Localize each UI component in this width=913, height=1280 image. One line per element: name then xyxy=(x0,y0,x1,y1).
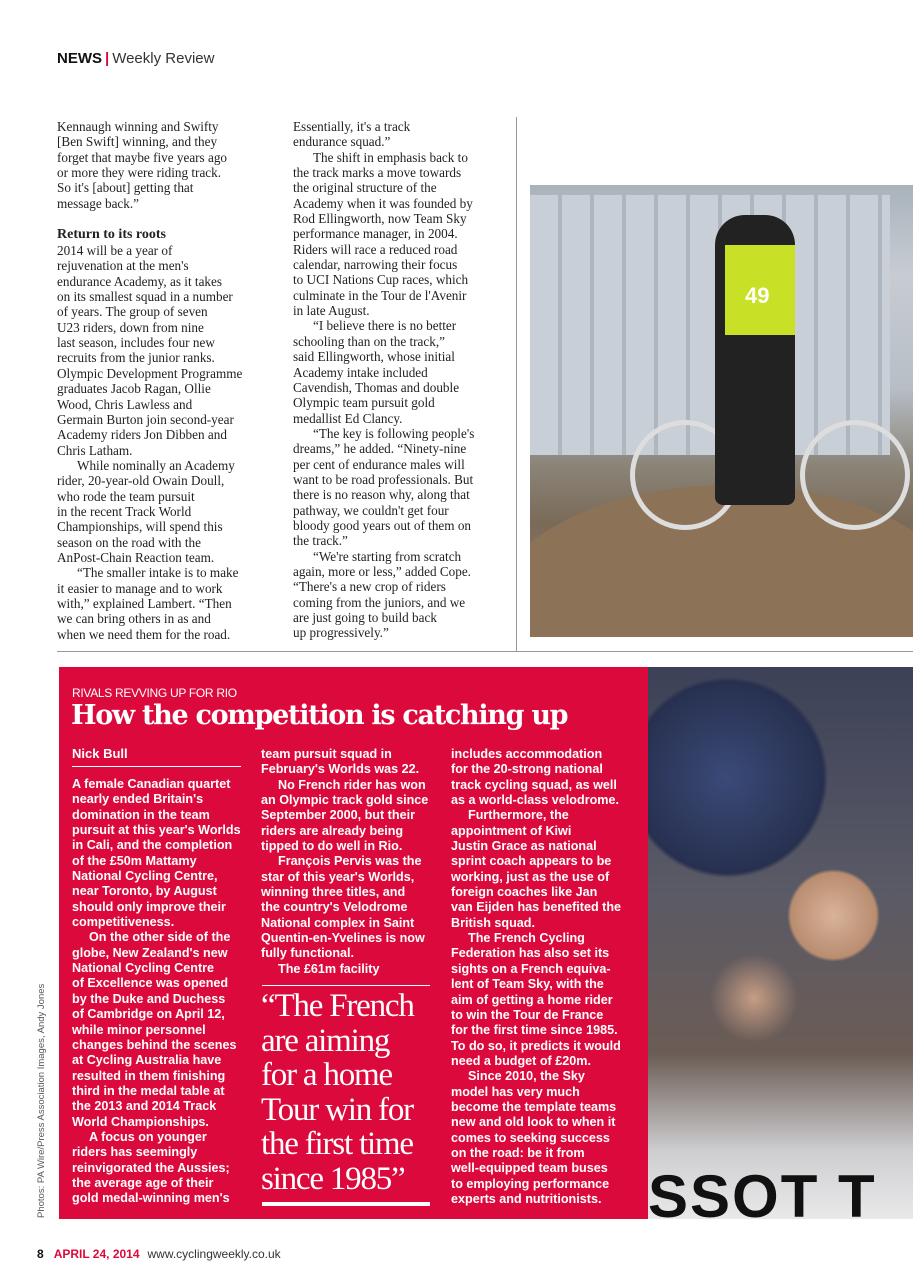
text-line: lent of Team Sky, with the xyxy=(451,977,604,992)
text-line: it easier to manage and to work xyxy=(57,580,223,596)
building-background xyxy=(530,195,890,455)
text-line: per cent of endurance males will xyxy=(293,456,465,472)
text-line: third in the medal table at xyxy=(72,1083,225,1098)
text-line: at Cycling Australia have xyxy=(72,1053,222,1068)
text-line: February's Worlds was 22. xyxy=(261,762,420,777)
text-line: dreams,” he added. “Ninety-nine xyxy=(293,441,467,457)
text-line: to employing performance xyxy=(451,1176,610,1191)
text-line: Olympic team pursuit gold xyxy=(293,395,435,411)
text-line: as a world-class velodrome. xyxy=(451,793,619,808)
text-line: new and old look to when it xyxy=(451,1115,616,1130)
article-column-2 xyxy=(293,119,474,641)
text-line: François Pervis was the xyxy=(278,854,422,869)
text-line: 2014 will be a year of xyxy=(57,243,173,259)
text-line: Championships, will spend this xyxy=(57,519,223,535)
text-line: track cycling squad, as well xyxy=(451,777,617,792)
text-line: “The key is following people's xyxy=(313,425,475,441)
text-line: become the template teams xyxy=(451,1099,617,1114)
text-line: there is no reason why, along that xyxy=(293,487,470,503)
text-line: of years. The group of seven xyxy=(57,304,208,320)
text-line: “The smaller intake is to make xyxy=(77,565,239,581)
text-line: nearly ended Britain's xyxy=(72,792,204,807)
text-line: The shift in emphasis back to xyxy=(313,149,468,165)
section-subtitle: Weekly Review xyxy=(112,50,215,67)
text-line: on the road: be it from xyxy=(451,1145,585,1160)
pull-quote-line: “The French xyxy=(261,988,414,1024)
text-line: Justin Grace as national xyxy=(451,839,597,854)
text-line: Academy intake included xyxy=(293,364,428,380)
photo-sign-text: SSOT T xyxy=(648,1163,877,1219)
text-line: winning three titles, and xyxy=(261,885,406,900)
text-line: comes to seeking success xyxy=(451,1130,610,1145)
text-line: coming from the juniors, and we xyxy=(293,594,466,610)
text-line: model has very much xyxy=(451,1084,580,1099)
text-line: globe, New Zealand's new xyxy=(72,945,228,960)
text-line: the track.” xyxy=(293,533,348,549)
sidebar-headline: How the competition is catching up xyxy=(71,700,568,731)
website-url: www.cyclingweekly.co.uk xyxy=(147,1247,281,1261)
photo-credit: Photos: PA Wire/Press Association Images, Andy Jones xyxy=(36,983,47,1218)
text-line: endurance squad.” xyxy=(293,134,391,150)
text-line: for the 20-strong national xyxy=(451,762,603,777)
text-line: Olympic Development Programme xyxy=(57,365,243,381)
text-line: Chris Latham. xyxy=(57,442,133,458)
text-line: endurance Academy, as it takes xyxy=(57,273,223,289)
text-line: near Toronto, by August xyxy=(72,884,217,899)
text-line: Quentin-en-Yvelines is now xyxy=(261,931,425,946)
text-line: recruits from the junior ranks. xyxy=(57,350,215,366)
section-label: NEWS xyxy=(57,50,102,67)
text-line: working, just as the use of xyxy=(451,869,610,884)
byline: Nick Bull xyxy=(72,746,128,761)
text-line: well-equipped team buses xyxy=(451,1161,608,1176)
text-line: culminate in the Tour de l'Avenir xyxy=(293,287,467,303)
text-line: On the other side of the xyxy=(89,930,231,945)
text-line: Rod Ellingworth, now Team Sky xyxy=(293,211,467,227)
sidebar-box xyxy=(59,667,648,1219)
text-line: or more they were riding track. xyxy=(57,165,222,181)
text-line: the original structure of the xyxy=(293,180,437,196)
bike-wheel xyxy=(800,420,910,530)
text-line: again, more or less,” added Cope. xyxy=(293,563,471,579)
pull-quote-line: Tour win for xyxy=(261,1091,413,1128)
text-line: While nominally an Academy xyxy=(77,457,235,473)
sidebar-column-2 xyxy=(261,747,428,977)
text-line: Since 2010, the Sky xyxy=(468,1069,585,1084)
issue-date: APRIL 24, 2014 xyxy=(53,1247,140,1261)
text-line: with,” explained Lambert. “Then xyxy=(57,595,232,611)
page-number: 8 xyxy=(37,1247,44,1261)
section-divider xyxy=(57,651,913,652)
text-line: No French rider has won xyxy=(278,777,426,792)
bmx-riders-photo xyxy=(530,185,913,637)
text-line: should only improve their xyxy=(72,899,226,914)
text-line: [Ben Swift] winning, and they xyxy=(57,134,218,150)
text-line: Academy when it was founded by xyxy=(293,195,473,211)
text-line: rejuvenation at the men's xyxy=(57,258,189,274)
text-line: So it's [about] getting that xyxy=(57,180,194,196)
text-line: by the Duke and Duchess xyxy=(72,991,226,1006)
text-line: Wood, Chris Lawless and xyxy=(57,396,193,412)
crowd-photo xyxy=(648,667,913,1219)
text-line: need a budget of £20m. xyxy=(451,1053,591,1068)
text-line: World Championships. xyxy=(72,1114,209,1129)
text-line: team pursuit squad in xyxy=(261,747,392,761)
text-line: schooling than on the track,” xyxy=(293,333,445,349)
page-footer xyxy=(37,1247,281,1261)
text-line: A female Canadian quartet xyxy=(72,777,231,791)
text-line: the track marks a move towards xyxy=(293,165,462,181)
text-line: Academy riders Jon Dibben and xyxy=(57,427,227,443)
text-line: National Cycling Centre, xyxy=(72,869,218,884)
text-line: season on the road with the xyxy=(57,534,201,550)
text-line: A focus on younger xyxy=(89,1129,207,1144)
article-column-1 xyxy=(57,119,242,642)
text-line: Riders will race a reduced road xyxy=(293,241,458,257)
text-line: British squad. xyxy=(451,915,535,930)
text-line: of Cambridge on April 12, xyxy=(72,1007,225,1022)
section-header xyxy=(57,50,214,67)
pull-quote-line: are aiming xyxy=(261,1022,390,1059)
text-line: the average age of their xyxy=(72,1175,214,1190)
text-line: bloody good years out of them on xyxy=(293,517,472,533)
text-line: of Excellence was opened xyxy=(72,976,229,991)
text-line: sights on a French equiva- xyxy=(451,961,611,976)
text-line: Kennaugh winning and Swifty xyxy=(57,119,219,134)
text-line: The £61m facility xyxy=(278,961,380,976)
text-line: tipped to do well in Rio. xyxy=(261,839,403,854)
text-line: changes behind the scenes xyxy=(72,1037,237,1052)
text-line: National complex in Saint xyxy=(261,915,415,930)
text-line: appointment of Kiwi xyxy=(451,823,572,838)
text-line: foreign coaches like Jan xyxy=(451,885,598,900)
pull-quote-line: for a home xyxy=(261,1057,392,1093)
text-line: gold medal-winning men's xyxy=(72,1191,230,1206)
subheading: Return to its roots xyxy=(57,227,167,243)
text-line: aim of getting a home rider xyxy=(451,992,613,1007)
text-line: up progressively.” xyxy=(293,625,389,641)
text-line: the 2013 and 2014 Track xyxy=(72,1099,217,1114)
text-line: who rode the team pursuit xyxy=(57,488,195,504)
text-line: performance manager, in 2004. xyxy=(293,226,458,242)
rider-number: 49 xyxy=(745,283,770,308)
pull-quote-line: the first time xyxy=(261,1126,413,1162)
pull-quote-line: since 1985” xyxy=(261,1160,405,1197)
text-line: pursuit at this year's Worlds xyxy=(72,823,241,838)
sidebar-column-3 xyxy=(451,747,621,1207)
text-line: to UCI Nations Cup races, which xyxy=(293,272,469,288)
text-line: Furthermore, the xyxy=(468,808,569,823)
text-line: rider, 20-year-old Owain Doull, xyxy=(57,473,225,489)
text-line: “There's a new crop of riders xyxy=(293,579,446,595)
text-line: last season, includes four new xyxy=(57,335,215,351)
text-line: includes accommodation xyxy=(451,747,603,761)
text-line: to win the Tour de France xyxy=(451,1007,604,1022)
text-line: an Olympic track gold since xyxy=(261,793,429,808)
text-line: of the £50m Mattamy xyxy=(72,853,197,868)
text-line: Essentially, it's a track xyxy=(293,119,411,134)
text-line: riders has seemingly xyxy=(72,1145,198,1160)
text-line: U23 riders, down from nine xyxy=(57,319,204,335)
sidebar-column-1 xyxy=(72,777,241,1207)
text-line: fully functional. xyxy=(261,946,355,961)
byline-rule xyxy=(72,766,241,767)
text-line: Federation has also set its xyxy=(451,946,610,961)
text-line: AnPost-Chain Reaction team. xyxy=(57,549,215,565)
pull-quote-bottom-rule xyxy=(262,1202,430,1206)
text-line: forget that maybe five years ago xyxy=(57,149,228,165)
text-line: are just going to build back xyxy=(293,610,437,625)
text-line: Cavendish, Thomas and double xyxy=(293,379,460,395)
text-line: competitiveness. xyxy=(72,915,175,930)
text-line: van Eijden has benefited the xyxy=(451,900,622,915)
text-line: Germain Burton join second-year xyxy=(57,411,234,427)
column-divider xyxy=(516,117,517,652)
text-line: The French Cycling xyxy=(468,931,585,946)
pull-quote xyxy=(261,989,414,1196)
sidebar-kicker: RIVALS REVVING UP FOR RIO xyxy=(72,686,237,700)
text-line: in the recent Track World xyxy=(57,503,192,519)
text-line: said Ellingworth, whose initial xyxy=(293,349,455,365)
text-line: pathway, we couldn't get four xyxy=(293,502,449,518)
text-line: “We're starting from scratch xyxy=(313,548,462,564)
text-line: in late August. xyxy=(293,303,370,319)
text-line: while minor personnel xyxy=(72,1022,206,1037)
text-line: calendar, narrowing their focus xyxy=(293,257,458,273)
text-line: September 2000, but their xyxy=(261,808,415,823)
text-line: reinvigorated the Aussies; xyxy=(72,1160,230,1175)
text-line: National Cycling Centre xyxy=(72,961,215,976)
text-line: riders are already being xyxy=(261,823,404,838)
text-line: To do so, it predicts it would xyxy=(451,1038,621,1053)
text-line: star of this year's Worlds, xyxy=(261,869,415,884)
pull-quote-top-rule xyxy=(262,985,430,986)
text-line: the country's Velodrome xyxy=(261,900,408,915)
text-line: “I believe there is no better xyxy=(313,318,457,334)
text-line: graduates Jacob Ragan, Ollie xyxy=(57,381,211,397)
text-line: we can bring others in as and xyxy=(57,611,211,627)
text-line: experts and nutritionists. xyxy=(451,1191,602,1206)
text-line: for the first time since 1985. xyxy=(451,1023,618,1038)
text-line: domination in the team xyxy=(72,807,210,822)
text-line: want to be road professionals. But xyxy=(293,471,474,487)
text-line: message back.” xyxy=(57,195,140,211)
text-line: in Cali, and the completion xyxy=(72,838,233,853)
text-line: when we need them for the road. xyxy=(57,626,231,642)
text-line: resulted in them finishing xyxy=(72,1068,226,1083)
text-line: on its smallest squad in a number xyxy=(57,289,233,305)
text-line: medallist Ed Clancy. xyxy=(293,410,403,426)
header-separator: | xyxy=(105,50,110,67)
text-line: sprint coach appears to be xyxy=(451,854,612,869)
